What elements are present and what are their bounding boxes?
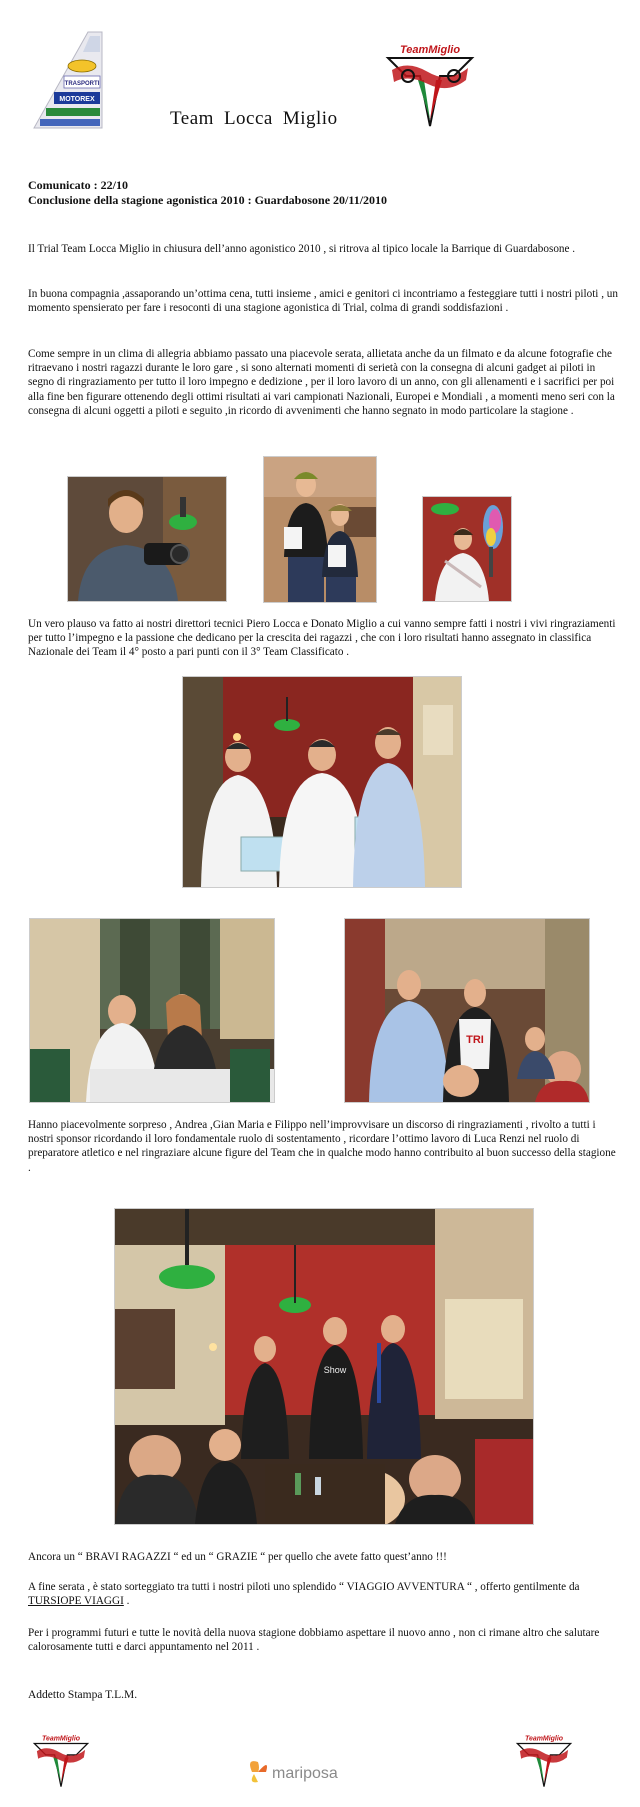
paragraph-future: Per i programmi futuri e tutte le novità della nuova stagione dobbiamo aspettare il nuovo anno , non ci rimane altro che salutare calorosamente tutti e darci appuntamento nel 2011 . bbox=[28, 1627, 600, 1654]
communique-subject: Conclusione della stagione agonistica 2010 : Guardabosone 20/11/2010 bbox=[28, 193, 388, 207]
logo-text-top: TeamMiglio bbox=[399, 44, 461, 56]
signature: Addetto Stampa T.L.M. bbox=[28, 1689, 138, 1701]
shirt-text-tri: TRI bbox=[466, 1034, 484, 1046]
footer-mariposa-logo bbox=[244, 1754, 344, 1790]
sponsor-banner-logo bbox=[28, 30, 110, 130]
paragraph-prize bbox=[28, 1580, 618, 1608]
title-word-miglio: Miglio bbox=[282, 108, 338, 129]
footer-team-logo-left bbox=[28, 1732, 94, 1788]
photo-dinner-table-couple bbox=[29, 918, 275, 1103]
photo-two-pilots bbox=[263, 456, 377, 603]
photo-guests-standing bbox=[344, 918, 590, 1103]
footer-logo-text-right: TeamMiglio bbox=[524, 1735, 564, 1743]
paragraph-company: In buona compagnia ,assaporando un’ottima cena, tutti insieme , amici e genitori ci incontriamo a festeggiare tutti i nostri piloti , un momento spensierato per fare i resoconti di una stagione agonistica di Trial, colma di grandi soddisfazioni . bbox=[28, 288, 618, 315]
photo-man-with-camera bbox=[67, 476, 227, 602]
paragraph-intro: Il Trial Team Locca Miglio in chiusura dell’anno agonistico 2010 , si ritrova al tipico locale la Barrique di Guardabosone . bbox=[28, 243, 576, 255]
photo-award-ceremony bbox=[182, 676, 462, 888]
tursiope-viaggi-link[interactable]: TURSIOPE VIAGGI bbox=[28, 1595, 124, 1608]
team-miglio-logo bbox=[378, 40, 482, 128]
photo-pilot-feather-duster bbox=[422, 496, 512, 602]
footer-logo-text-left: TeamMiglio bbox=[41, 1735, 81, 1743]
photo-pilots-speech bbox=[114, 1208, 534, 1525]
title-word-team: Team bbox=[170, 108, 214, 129]
paragraph-directors: Un vero plauso va fatto ai nostri direttori tecnici Piero Locca e Donato Miglio a cui vanno sempre fatti i nostri i vivi ringraziamenti per tutto l’impegno e la passione che dedicano per la crescita dei ragazzi , che con i loro risultati hanno assegnato in classifica Nazionale dei Team il 4° posto a pari punti con il 3° Team Classificato . bbox=[28, 618, 616, 659]
shirt-text-show: Show bbox=[323, 1365, 347, 1375]
paragraph-bravi-ragazzi: Ancora un “ BRAVI RAGAZZI “ ed un “ GRAZIE “ per quello che avete fatto quest’anno !!! bbox=[28, 1551, 447, 1563]
sponsor-label-trasporti: TRASPORTI bbox=[64, 81, 100, 87]
sponsor-label-motorex: MOTOREX bbox=[59, 96, 95, 103]
mariposa-text: mariposa bbox=[272, 1765, 338, 1782]
page-title bbox=[170, 108, 348, 130]
prize-text: A fine serata , è stato sorteggiato tra tutti i nostri piloti uno splendido “ VIAGGIO AVVENTURA “ , offerto gentilmente da bbox=[28, 1581, 580, 1593]
prize-text-end: . bbox=[123, 1595, 130, 1608]
paragraph-evening: Come sempre in un clima di allegria abbiamo passato una piacevole serata, allietata anche da un filmato e da alcune fotografie che ritraevano i nostri ragazzi durante le loro gare , si sono alternati momenti di serietà con la consegna di alcuni gadget ai piloti in segno di ringraziamento per tutto il loro impegno e dedizione , per il loro lavoro di un anno, con gli allenamenti e i sacrifici per poi alla fine ben figurare ottenendo degli ottimi risultati ai vari campionati Nazionali, Europei e Mondiali , a momenti meno seri con la consegna di alcuni oggetti a piloti e seguito ,in ricordo di avvenimenti che hanno segnato in modo particolare la stagione . bbox=[28, 348, 615, 417]
footer-team-logo-right bbox=[511, 1732, 577, 1788]
paragraph-speech: Hanno piacevolmente sorpreso , Andrea ,Gian Maria e Filippo nell’improvvisare un discorso di ringraziamenti , rivolto a tutti i nostri sponsor ricordando il loro fondamentale ruolo di sostentamento , ricordare l’ottimo lavoro di Luca Renzi nel ruolo di preparatore atletico e nel ringraziare alcune figure del Team che in qualche modo hanno contribuito al buon successo della stagione . bbox=[28, 1119, 616, 1174]
communique-number: Comunicato : 22/10 bbox=[28, 178, 128, 192]
title-word-locca: Locca bbox=[223, 108, 273, 129]
